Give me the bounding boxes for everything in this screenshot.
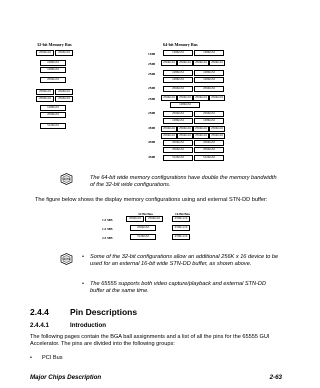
memory-chip-box: 256Kx32 <box>40 77 66 83</box>
subsection-number: 2.4.4.1 <box>30 322 49 329</box>
memory-chip-box: 256Kx32 <box>130 225 156 231</box>
bullet-glyph: • <box>82 281 84 287</box>
memory-chip-box: 256Kx16 <box>55 89 73 95</box>
note-bandwidth: The 64-bit wide memory configurations have double the memory bandwidth of the 32-bit wide configurations. <box>90 175 277 188</box>
memory-size-label: 4MB <box>148 126 156 130</box>
memory-chip-box: 256Kx16 <box>193 133 209 139</box>
left-figure-caption: 32-bit Memory Bus <box>37 42 72 47</box>
memory-chip-box: 256K x16 <box>172 216 190 222</box>
memory-chip-box: 256Kx16 <box>36 89 54 95</box>
memory-chip-box: 512Kx32 <box>194 155 224 161</box>
memory-chip-note-icon <box>60 173 73 185</box>
memory-chip-box: 256Kx32 <box>194 147 224 153</box>
bullet-note-65555: The 65555 supports both video capture/playback and external STN-DD buffer at the same time. <box>90 281 266 294</box>
memory-chip-box: 128Kx32 <box>194 118 224 124</box>
bullet-note-256k: Some of the 32-bit configurations allow an additional 256K x 16 device to be used for an external 16-bit wide STN-DD buffer, as shown above. <box>90 254 279 267</box>
memory-chip-box: 128Kx32 <box>40 67 66 73</box>
memory-size-label: 2MB <box>148 72 156 76</box>
config-size-label: 2.5 MB <box>102 236 113 240</box>
memory-chip-box: 256Kx16 <box>177 126 193 132</box>
memory-chip-box: 256Kx16 <box>161 126 177 132</box>
memory-chip-box: 256Kx16 <box>209 133 225 139</box>
memory-chip-box: 512Kx32 <box>40 123 66 129</box>
memory-size-label: 1MB <box>148 52 156 56</box>
memory-chip-box: 256Kx32 <box>163 86 193 92</box>
memory-chip-box: 256Kx32 <box>40 112 66 118</box>
memory-chip-box: 256K x16 <box>172 234 190 240</box>
memory-chip-box: 128Kx32 <box>194 77 224 83</box>
bullet-glyph: • <box>30 355 32 361</box>
page-number: 2-63 <box>269 374 282 381</box>
memory-size-label: 2MB <box>148 62 156 66</box>
memory-size-label: 2MB <box>148 111 156 115</box>
memory-chip-box: 256Kx32 <box>194 86 224 92</box>
memory-chip-box: 512Kx32 <box>163 155 193 161</box>
memory-chip-box: 128Kx32 <box>40 60 66 66</box>
memory-chip-box: 256Kx16 <box>161 95 177 101</box>
memory-chip-box: 256K x16 <box>172 225 190 231</box>
memory-chip-box: 256Kx16 <box>209 60 225 66</box>
column-header-32bit: 32 Bit Bus <box>138 212 153 216</box>
memory-chip-box: 256Kx16 <box>177 95 193 101</box>
memory-size-label: 2MB <box>148 97 156 101</box>
memory-chip-box: 128Kx32 <box>40 105 66 111</box>
memory-chip-box: 256Kx32 <box>194 111 224 117</box>
config-size-label: 1.5 MB <box>102 227 113 231</box>
svg-text:NOTE: NOTE <box>62 177 71 182</box>
memory-chip-box: 256Kx16 <box>193 60 209 66</box>
memory-chip-box: 256Kx16 <box>161 60 177 66</box>
memory-chip-box: 256Kx32 <box>163 111 193 117</box>
bullet-glyph: • <box>82 254 84 260</box>
memory-chip-box: 256Kx16 <box>177 133 193 139</box>
memory-chip-box: 256Kx16 <box>177 60 193 66</box>
memory-chip-box: 512Kx32 <box>130 234 156 240</box>
memory-chip-box: 256Kx32 <box>163 147 193 153</box>
memory-chip-box: 256Kx16 <box>161 133 177 139</box>
list-item-pci-bus: PCI Bus <box>42 355 63 361</box>
memory-chip-box: 256Kx16 <box>193 126 209 132</box>
config-size-label: 1.5 MB <box>102 218 113 222</box>
paragraph-stn-dd: The figure below shows the display memory configurations using and external STN-DD buffer: <box>35 197 268 203</box>
subsection-title: Introduction <box>70 322 107 329</box>
memory-chip-box: 256Kx32 <box>163 140 193 146</box>
memory-chip-box: 256Kx32 <box>194 140 224 146</box>
memory-chip-box: 256Kx16 <box>209 126 225 132</box>
memory-chip-box: 128Kx32 <box>170 102 200 108</box>
memory-chip-box: 128Kx32 <box>194 50 224 56</box>
memory-size-label: 4MB <box>148 140 156 144</box>
memory-size-label: 4MB <box>148 155 156 159</box>
memory-chip-box: 128Kx32 <box>194 70 224 76</box>
memory-chip-box: 256Kx16 <box>209 95 225 101</box>
memory-chip-note-icon <box>60 253 73 265</box>
memory-chip-box: 256Kx16 <box>55 96 73 102</box>
memory-chip-box: 256Kx16 <box>145 216 163 222</box>
footer-title: Major Chips Description <box>30 374 102 381</box>
svg-text:NOTE: NOTE <box>62 257 71 262</box>
column-header-16bit: 16 Bit Bus <box>175 212 190 216</box>
section-title: Pin Descriptions <box>70 307 138 317</box>
memory-chip-box: 256Kx16 <box>126 216 144 222</box>
memory-chip-box: 128Kx32 <box>163 118 193 124</box>
memory-size-label: 2MB <box>148 86 156 90</box>
memory-chip-box: 256Kx16 <box>193 95 209 101</box>
memory-chip-box: 256Kx16 <box>36 96 54 102</box>
memory-chip-box: 256Kx16 <box>36 50 54 56</box>
memory-chip-box: 128Kx32 <box>163 70 193 76</box>
memory-chip-box: 128Kx32 <box>163 77 193 83</box>
right-figure-caption: 64-bit Memory Bus <box>163 42 198 47</box>
section-number: 2.4.4 <box>30 307 49 317</box>
memory-chip-box: 256Kx16 <box>55 50 73 56</box>
memory-chip-box: 128Kx32 <box>163 50 193 56</box>
paragraph-pins-intro: The following pages contain the BGA ball assignments and a list of all the pins for the 65555 GUI Accelerator. The pins are divided into the following groups: <box>30 334 270 347</box>
